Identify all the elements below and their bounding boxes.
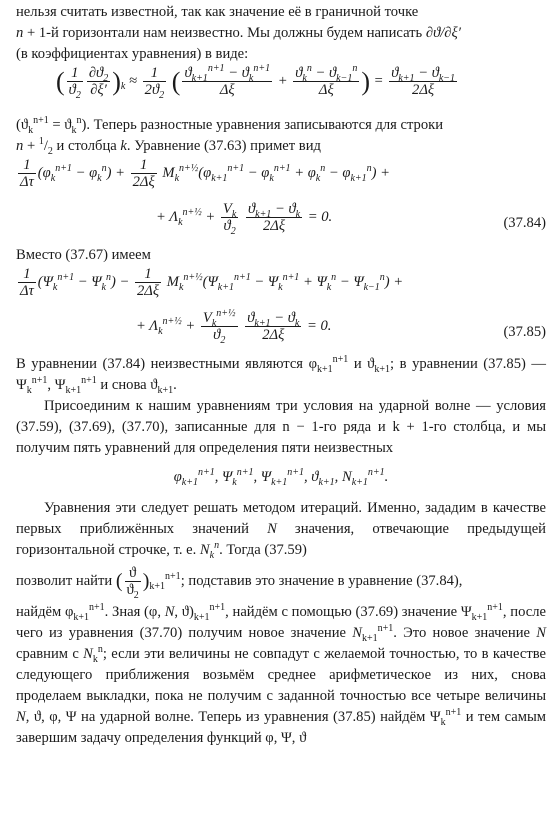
paragraph-iteration-find: позволит найти ( $\frac{ϑ}{ϑ_2}$ )$_{k+1}^{n+1}$; подставив это значение в уравнение (37.84), — [16, 565, 463, 601]
text-line-6: Вместо (37.67) имеем — [16, 247, 151, 263]
text-line-1: нельзя считать известной, так как значение её в граничной точке — [16, 4, 419, 20]
equation-37-85-line-1: $\frac{1}{\Delta\tau}$ $(\Psi_k^{n+1} - \Psi_k^n)$ − $\frac{1}{2\Delta\xi}$ $M_k^{n+\frac{1}{2}}(\Psi_{k+1}^{n+1} - \Psi_k^{n+1} + \Psi_k^n - \Psi_{k-1}^n)$ + — [20, 266, 404, 299]
equation-number-37-85: (37.85) — [503, 324, 546, 340]
equation-derivative-approx: ( $\frac{1}{ϑ_2}$ $\frac{\partial ϑ_2}{\partial\xi'}$ )$_k$ ≈ $\frac{1}{2ϑ_2}$ ( $\frac{ϑ_{k+1}^{n+1} - ϑ_k^{n+1}}{\Delta\xi}$ + $\frac{ϑ_k^n - ϑ_{k-1}^n}{\Delta\xi}$ ) = $\frac{ϑ_{k+1} - ϑ_{k-1}}{2\Delta\xi}$ — [56, 63, 456, 101]
paragraph-shock-conditions: Присоединим к нашим уравнениям три условия на ударной волне — условия (37.59), (37.69), (37.70), записанные для n − 1-го ряда и k + 1-го столбца, и мы получим пять уравнений для определения пяти неизвестных — [16, 398, 546, 456]
paragraph-unknowns: В уравнении (37.84) неизвестными являются $\varphi_{k+1}^{n+1}$ и $ϑ_{k+1}$; в уравнении (37.85) — $\Psi_k^{n+1}$, $\Psi_{k+1}^{n+1}$ и снова $ϑ_{k+1}$. — [16, 354, 546, 396]
paragraph-iteration-rest: найдём $\varphi_{k+1}^{n+1}$. Зная (φ, N, $ϑ)_{k+1}^{n+1}$, найдём с помощью (37.69) значение $\Psi_{k+1}^{n+1}$, после чего из уравнения (37.70) получим новое значение $N_{k+1}^{n+1}$. Это новое значение N сравним с $N_k^n$; если эти величины не совпадут с желаемой точностью, то в качестве следующего приближения возьмём среднее арифметическое из них, снова проделаем выкладки, пока не получим с заданной точностью все четыре величины N, ϑ, φ, Ψ на ударной волне. Теперь из уравнения (37.85) найдём $\Psi_k^{n+1}$ и тем самым завершим задачу определения функций φ, Ψ, ϑ — [16, 602, 546, 746]
text-line-3: (в коэффициентах уравнения) в виде: — [16, 46, 249, 62]
text-line-5: $n + ^1/_2$ и столбца k. Уравнение (37.63) примет вид — [16, 136, 321, 157]
text-line-4: $(ϑ_k^{n+1} = ϑ_k^n)$. Теперь разностные уравнения записываются для строки — [16, 115, 444, 136]
equation-37-84-line-1: $\frac{1}{\Delta\tau}$ $(\varphi_k^{n+1} - \varphi_k^n)$ + $\frac{1}{2\Delta\xi}$ $M_k^{n+\frac{1}{2}}(\varphi_{k+1}^{n+1} - \varphi_k^{n+1} + \varphi_k^n - \varphi_{k+1}^n)$ + — [20, 157, 390, 190]
text-line-2: n + 1-й горизонтали нам неизвестно. Мы должны будем написать ∂ϑ/∂ξ′ — [16, 25, 461, 41]
equation-37-85-line-2: + $\Lambda_k^{n+\frac{1}{2}}$ + $\frac{V_k^{n+\frac{1}{2}}}{ϑ_2}$ $\frac{ϑ_{k+1} - ϑ_k}{2\Delta\xi}$ = 0. (37.85) — [136, 308, 546, 346]
paragraph-iteration-intro: Уравнения эти следует решать методом итераций. Именно, зададим в качестве первых приближённых значений N значения, отвечающие предыдущей горизонтальной строчке, т. е. $N_k^n$. Тогда (37.59) — [16, 500, 546, 561]
equation-37-84-line-2: + $\Lambda_k^{n+\frac{1}{2}}$ + $\frac{V_k}{ϑ_2}$ $\frac{ϑ_{k+1} - ϑ_k}{2\Delta\xi}$ = 0. (37.84) — [156, 201, 546, 237]
equation-number-37-84: (37.84) — [503, 215, 546, 231]
unknowns-list: $\varphi_{k+1}^{n+1}$, $\Psi_k^{n+1}$, $\Psi_{k+1}^{n+1}$, $ϑ_{k+1}$, $N_{k+1}^{n+1}$. — [173, 467, 389, 488]
